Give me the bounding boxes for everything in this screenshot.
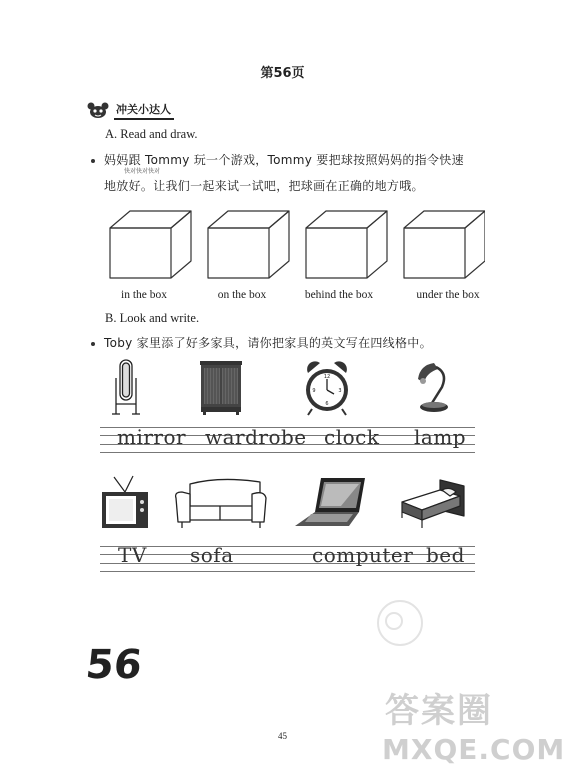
box-behind-icon — [306, 211, 387, 278]
mascot-icon — [86, 101, 110, 119]
word-lamp: lamp — [414, 425, 467, 449]
box-on-icon — [208, 211, 289, 278]
handwritten-page-number: 56 — [83, 642, 145, 688]
caption-under-the-box: under the box — [416, 289, 480, 301]
section-a-heading: A. Read and draw. — [105, 127, 198, 141]
laptop-icon — [293, 476, 367, 532]
alarm-clock-icon — [303, 359, 351, 417]
wardrobe-icon — [198, 359, 244, 416]
section-b-heading: B. Look and write. — [105, 311, 200, 325]
boxes-illustration — [105, 208, 485, 283]
word-bed: bed — [426, 543, 465, 567]
section-b-instruction: Toby 家里添了好多家具，请你把家具的英文写在四线格中。 — [104, 336, 432, 350]
section-a-instruction-line2: 地放好。让我们一起来试一试吧，把球画在正确的地方哦。 — [104, 179, 424, 193]
four-line-grid-row2 — [100, 546, 475, 572]
bullet-icon — [91, 342, 95, 346]
mirror-icon — [110, 358, 142, 418]
svg-text:9: 9 — [312, 388, 316, 394]
section-a-instruction-line1: 妈妈跟 Tommy 玩一个游戏，Tommy 要把球按照妈妈的指令快速 — [104, 153, 464, 167]
bullet-icon — [91, 159, 95, 163]
url-watermark: MXQE.COM — [382, 733, 565, 766]
badge-label: 冲关小达人 — [114, 101, 174, 120]
box-in-icon — [110, 211, 191, 278]
section-badge — [86, 101, 174, 119]
word-clock: clock — [324, 425, 380, 449]
sofa-icon — [172, 476, 268, 532]
stamp-watermark-icon — [370, 595, 430, 650]
caption-behind-the-box: behind the box — [304, 289, 374, 301]
bed-icon — [398, 476, 466, 532]
svg-text:6: 6 — [325, 401, 329, 407]
box-under-icon — [404, 211, 485, 278]
caption-in-the-box: in the box — [121, 289, 167, 301]
word-wardrobe: wardrobe — [205, 425, 307, 449]
svg-text:12: 12 — [323, 374, 331, 380]
word-mirror: mirror — [117, 425, 187, 449]
desk-lamp-icon — [414, 359, 456, 414]
svg-text:3: 3 — [338, 388, 342, 394]
page-title: 第56页 — [260, 66, 305, 81]
tv-icon — [100, 474, 150, 532]
small-note: 快对快对快对 — [124, 168, 161, 175]
caption-on-the-box: on the box — [217, 289, 267, 301]
word-tv: TV — [118, 543, 147, 567]
page-number: 45 — [278, 731, 287, 741]
word-sofa: sofa — [190, 543, 234, 567]
logo-watermark: 答案圈 — [385, 691, 493, 731]
word-computer: computer — [312, 543, 414, 567]
